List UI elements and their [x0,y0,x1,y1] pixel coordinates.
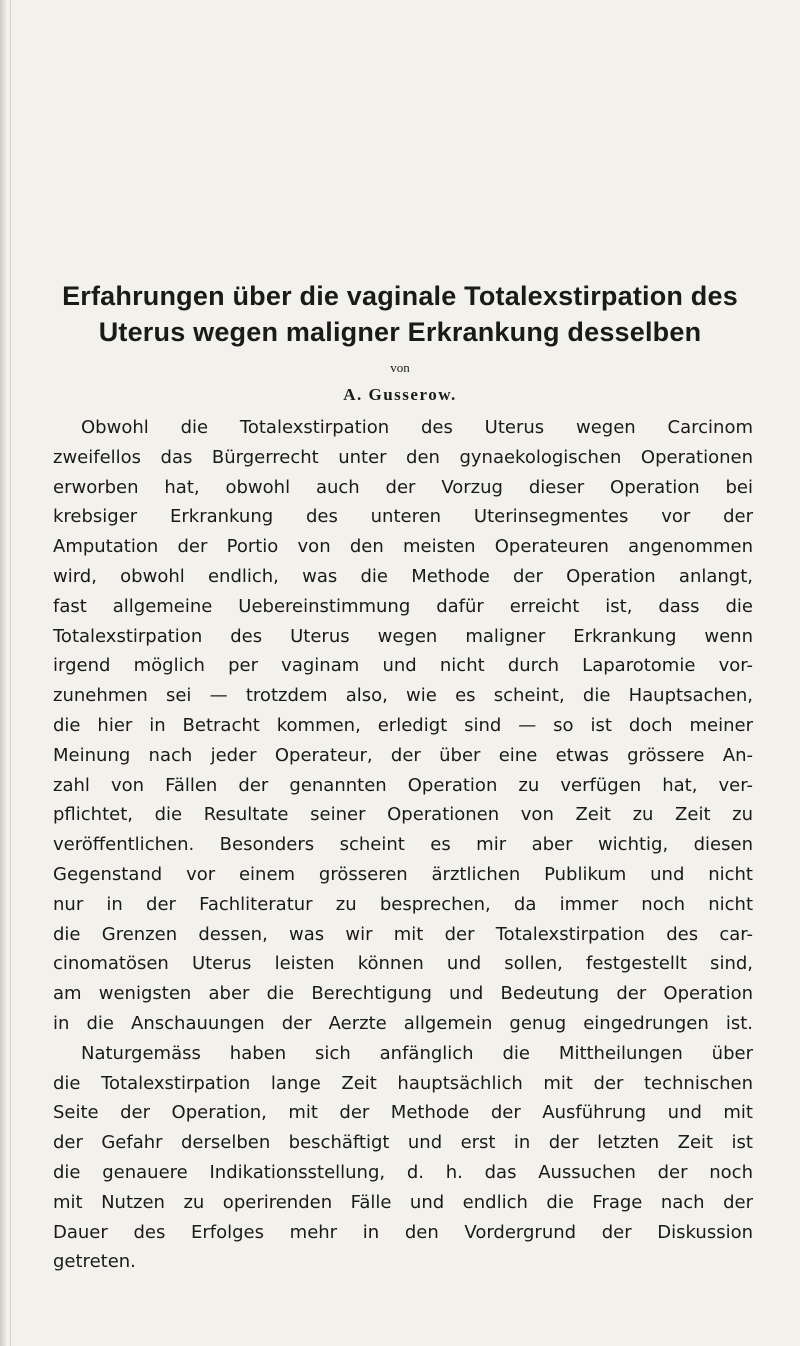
text-line: Totalexstirpation des Uterus wegen maligner Erkrankung wenn [53,625,753,647]
text-line: Gegenstand vor einem grösseren ärztlichen Publikum und nicht [53,863,753,885]
text-line: wird, obwohl endlich, was die Methode der Operation anlangt, [53,565,753,587]
text-line: cinomatösen Uterus leisten können und sollen, festgestellt sind, [53,953,753,975]
text-line: Amputation der Portio von den meisten Operateuren angenommen [53,536,753,558]
byline: von [390,360,410,375]
text-line: zunehmen sei — trotzdem also, wie es scheint, die Hauptsachen, [53,685,753,707]
text-line: mit Nutzen zu operirenden Fälle und endlich die Frage nach der [53,1191,753,1213]
page-edge-shadow [0,0,6,1346]
text-line: veröffentlichen. Besonders scheint es mir aber wichtig, diesen [53,834,753,856]
text-line: nur in der Fachliteratur zu besprechen, da immer noch nicht [53,893,753,915]
text-line: pflichtet, die Resultate seiner Operationen von Zeit zu Zeit zu [53,804,753,826]
text-line: in die Anschauungen der Aerzte allgemein genug eingedrungen ist. [53,1012,753,1034]
text-line: die Grenzen dessen, was wir mit der Totalexstirpation des car- [53,923,753,945]
article-header [0,278,800,406]
text-line: Naturgemäss haben sich anfänglich die Mittheilungen über [81,1042,753,1064]
text-line: getreten. [53,1251,136,1273]
text-line: fast allgemeine Uebereinstimmung dafür erreicht ist, dass die [53,595,753,617]
paragraph-1 [53,413,753,1039]
text-line: zahl von Fällen der genannten Operation zu verfügen hat, ver- [53,774,753,796]
text-line: am wenigsten aber die Berechtigung und Bedeutung der Operation [53,983,753,1005]
text-line: irgend möglich per vaginam und nicht durch Laparotomie vor- [53,655,753,677]
text-line: die genauere Indikationsstellung, d. h. das Aussuchen der noch [53,1161,753,1183]
text-line: Seite der Operation, mit der Methode der Ausführung und mit [53,1102,753,1124]
article-body [53,413,753,1277]
text-line: der Gefahr derselben beschäftigt und erst in der letzten Zeit ist [53,1132,753,1154]
article-title-line-1: Erfahrungen über die vaginale Totalexstirpation des [62,281,738,311]
text-line: die Totalexstirpation lange Zeit hauptsächlich mit der technischen [53,1072,753,1094]
text-line: erworben hat, obwohl auch der Vorzug dieser Operation bei [53,476,753,498]
text-line: krebsiger Erkrankung des unteren Uterinsegmentes vor der [53,506,753,528]
text-line: Obwohl die Totalexstirpation des Uterus wegen Carcinom [81,417,753,438]
text-line: zweifellos das Bürgerrecht unter den gynaekologischen Operationen [53,446,753,468]
text-line: die hier in Betracht kommen, erledigt sind — so ist doch meiner [53,714,753,736]
paragraph-2 [53,1039,753,1277]
article-title-line-2: Uterus wegen maligner Erkrankung desselben [98,317,702,347]
author-name: A. Gusserow. [343,385,457,404]
text-line: Dauer des Erfolges mehr in den Vordergrund der Diskussion [53,1221,753,1243]
text-line: Meinung nach jeder Operateur, der über eine etwas grössere An- [53,744,753,766]
page-edge-line [10,0,11,1346]
